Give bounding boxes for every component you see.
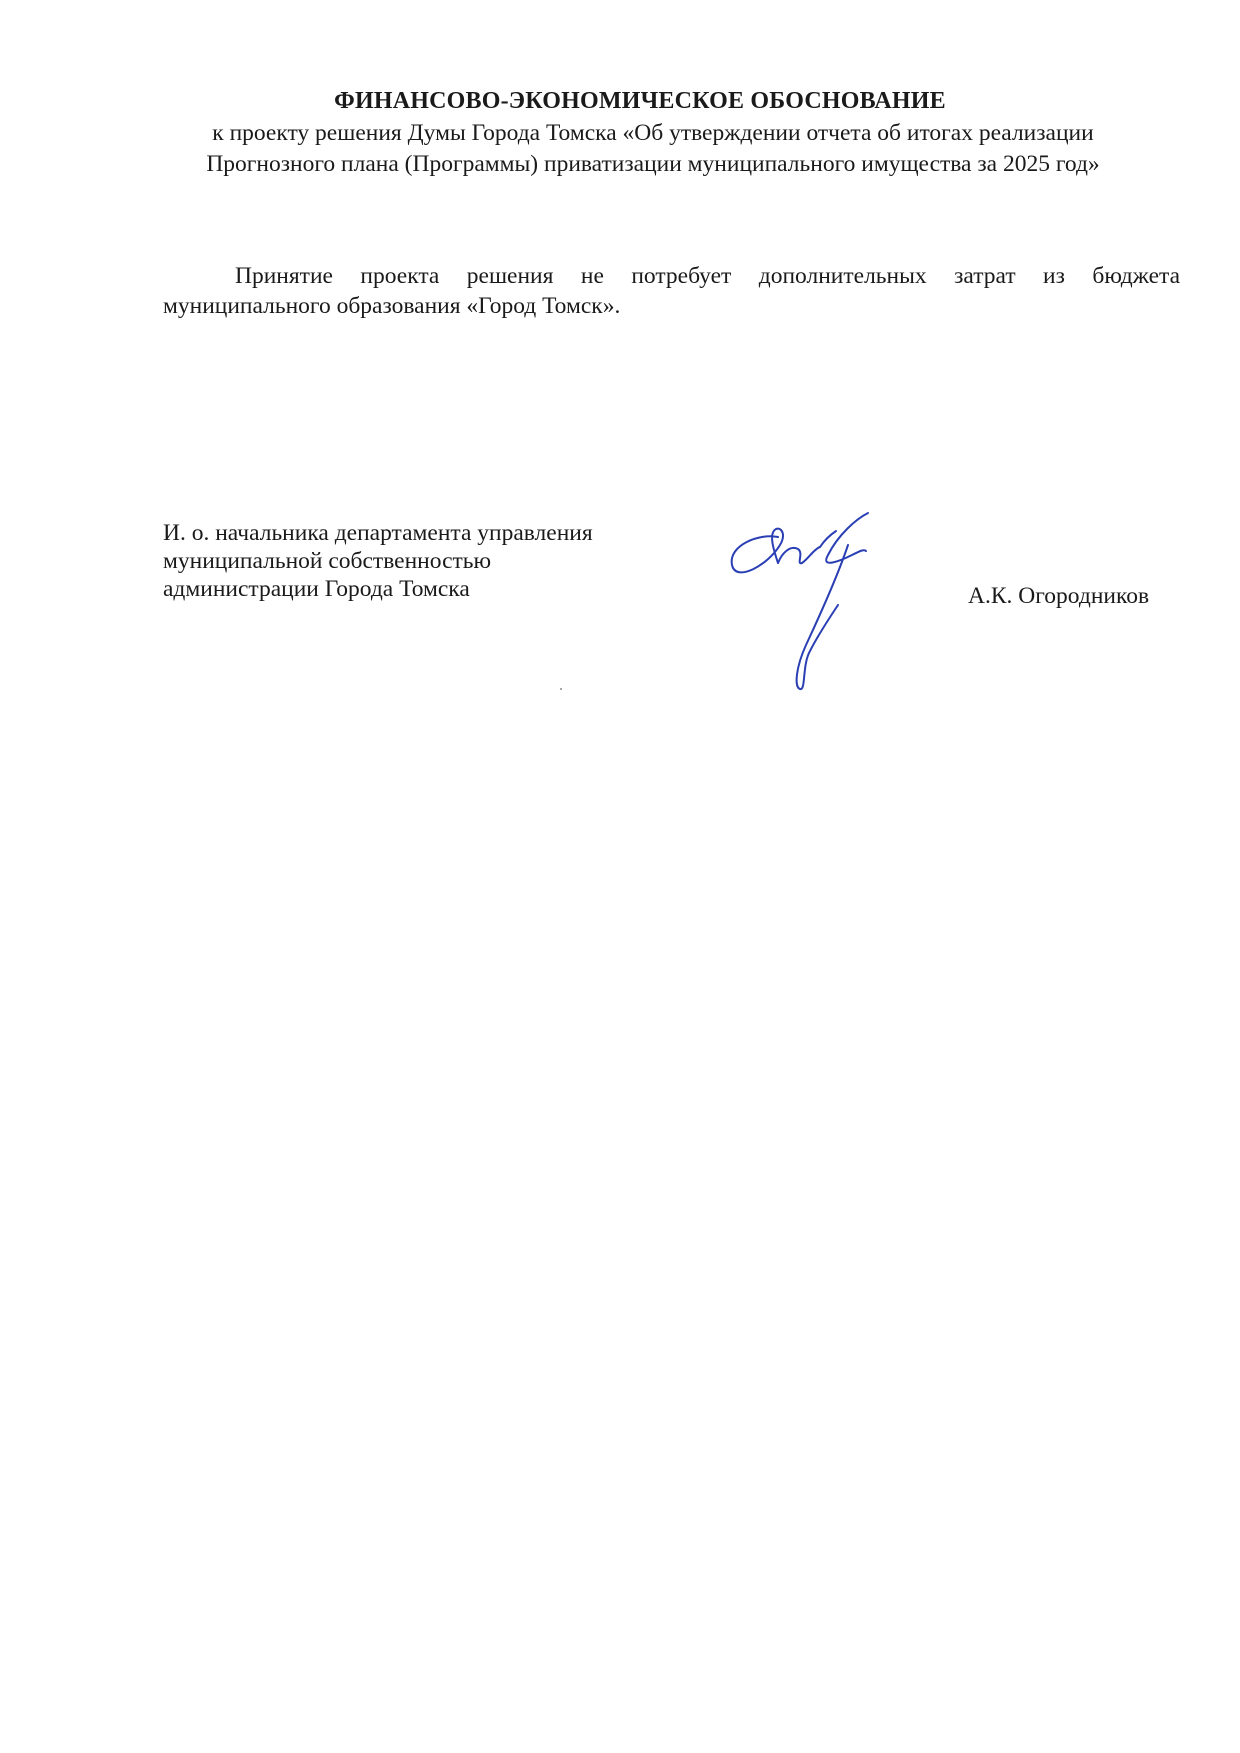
- signer-position-line: И. о. начальника департамента управления: [163, 520, 593, 546]
- body-line: муниципального образования «Город Томск».: [163, 293, 621, 319]
- subtitle-line: к проекту решения Думы Города Томска «Об утверждении отчета об итогах реализации: [212, 120, 1094, 146]
- document-title: ФИНАНСОВО-ЭКОНОМИЧЕСКОЕ ОБОСНОВАНИЕ: [334, 88, 946, 114]
- scan-speck: [560, 688, 562, 690]
- signer-position-line: администрации Города Томска: [163, 576, 470, 602]
- subtitle-line: Прогнозного плана (Программы) приватизации муниципального имущества за 2025 год»: [206, 151, 1100, 177]
- body-paragraph: [163, 261, 1180, 321]
- signer-position: [163, 519, 593, 603]
- document-subtitle: [0, 118, 1240, 180]
- signer-position-line: муниципальной собственностью: [163, 548, 492, 574]
- signer-name: А.К. Огородников: [968, 583, 1150, 609]
- body-line: Принятие проекта решения не потребует дополнительных затрат из бюджета: [235, 263, 1180, 289]
- handwritten-signature: [720, 505, 910, 695]
